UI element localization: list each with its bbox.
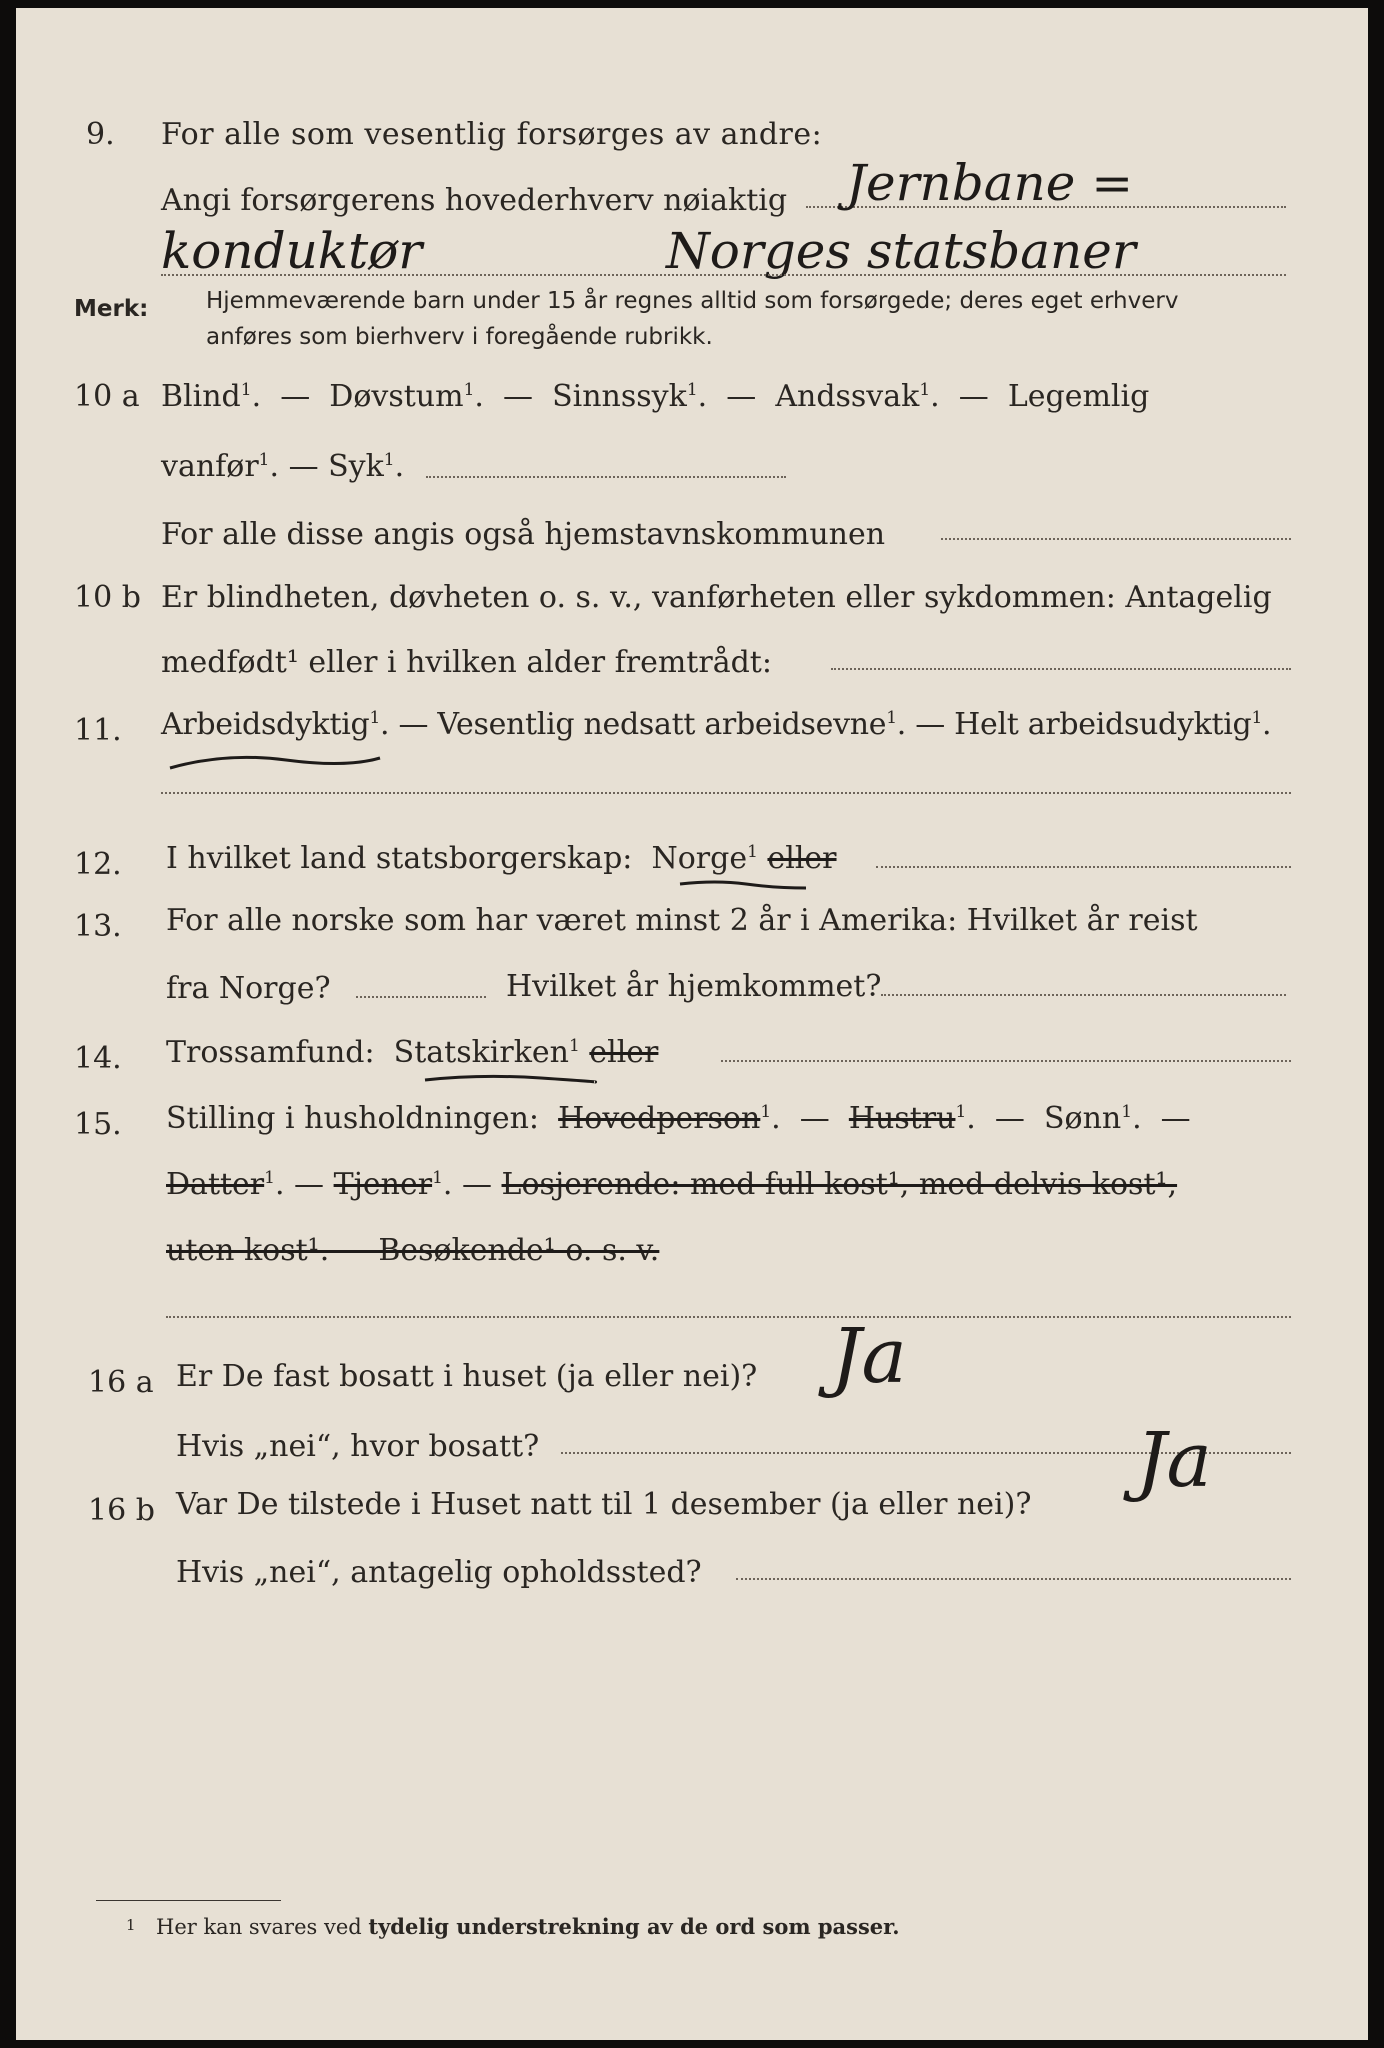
q14-eller-struck: eller bbox=[589, 1035, 659, 1070]
q14-statskirken: Statskirken bbox=[393, 1035, 569, 1070]
q10b-age-line bbox=[831, 668, 1291, 670]
q15-tjener-struck: Tjener bbox=[333, 1167, 433, 1202]
q15-losjerende-struck: Losjerende: med full kost¹, med delvis kost¹, bbox=[501, 1167, 1178, 1202]
q11-number: 11. bbox=[74, 713, 122, 748]
q10a-line3: For alle disse angis også hjemstavnskommunen bbox=[161, 517, 886, 552]
q16b-handwritten-answer: Ja bbox=[1136, 1415, 1212, 1504]
q9-handwritten-occupation-b: konduktør bbox=[161, 222, 423, 280]
q12-norge: Norge bbox=[651, 841, 748, 876]
q13-number: 13. bbox=[74, 909, 122, 944]
q15-line-fill bbox=[166, 1316, 1291, 1318]
q16b-line2: Hvis „nei“, antagelig opholdssted? bbox=[176, 1555, 702, 1590]
q9-line1: For alle som vesentlig forsørges av andre: bbox=[161, 117, 823, 152]
q10a-line2: vanfør$^1$. — Syk$^1$. bbox=[161, 449, 405, 484]
q15-line3-struck: uten kost¹. — Besøkende¹ o. s. v. bbox=[166, 1233, 660, 1268]
q15-question: Stilling i husholdningen: bbox=[166, 1101, 540, 1136]
footnote-rule bbox=[96, 1900, 281, 1901]
q12-line: I hvilket land statsborgerskap: Norge$^1$ eller bbox=[166, 841, 837, 876]
merk-line2: anføres som bierhverv i foregående rubrikk. bbox=[206, 324, 713, 350]
q13-return-line bbox=[881, 994, 1286, 996]
q15-line1: Stilling i husholdningen: Hovedperson$^1$. — Hustru$^1$. — Sønn$^1$. — bbox=[166, 1101, 1191, 1136]
q13-departure-line bbox=[356, 996, 486, 998]
footnote-mark: 1 bbox=[126, 1916, 136, 1934]
q9-answer-line-2 bbox=[161, 274, 1286, 276]
q13-part-a: fra Norge? bbox=[166, 971, 331, 1006]
q10b-number: 10 b bbox=[74, 580, 141, 615]
q10a-dovstum: Døvstum bbox=[329, 379, 464, 414]
q10a-sinnssyk: Sinnssyk bbox=[552, 379, 687, 414]
q12-question: I hvilket land statsborgerskap: bbox=[166, 841, 633, 876]
q16a-number: 16 a bbox=[88, 1365, 154, 1400]
footnote-text bbox=[156, 1916, 900, 1938]
q11-arbeidsdyktig: Arbeidsdyktig bbox=[161, 707, 370, 742]
merk-label: Merk: bbox=[74, 296, 149, 322]
q16a-line2: Hvis „nei“, hvor bosatt? bbox=[176, 1429, 540, 1464]
q13-part-b: Hvilket år hjemkommet? bbox=[506, 969, 882, 1004]
q16b-line1: Var De tilstede i Huset natt til 1 desember (ja eller nei)? bbox=[176, 1487, 1032, 1522]
merk-line1: Hjemmeværende barn under 15 år regnes alltid som forsørgede; deres eget erhverv bbox=[206, 288, 1179, 314]
q12-number: 12. bbox=[74, 847, 122, 882]
q10a-municipality-line bbox=[941, 538, 1291, 540]
q15-number: 15. bbox=[74, 1107, 122, 1142]
q9-handwritten-occupation-a: Jernbane = bbox=[846, 154, 1134, 212]
q16a-handwritten-answer: Ja bbox=[831, 1311, 907, 1400]
q13-line1: For alle norske som har været minst 2 år i Amerika: Hvilket år reist bbox=[166, 903, 1198, 938]
q16b-whereabouts-line bbox=[736, 1578, 1291, 1580]
q9-line2: Angi forsørgerens hovederhverv nøiaktig bbox=[161, 183, 788, 218]
q15-sonn: Sønn bbox=[1043, 1101, 1122, 1136]
q11-line-2 bbox=[161, 792, 1291, 794]
q10a-andssvak: Andssvak bbox=[775, 379, 920, 414]
q10a-legemlig: Legemlig bbox=[1007, 379, 1150, 414]
q10a-number: 10 a bbox=[74, 379, 140, 414]
footnote-text-plain: Her kan svares ved bbox=[156, 1915, 362, 1939]
q11-nedsatt: Vesentlig nedsatt arbeidsevne bbox=[437, 707, 887, 742]
q16a-line1: Er De fast bosatt i huset (ja eller nei)? bbox=[176, 1359, 758, 1394]
q10b-line1: Er blindheten, døvheten o. s. v., vanførheten eller sykdommen: Antagelig bbox=[161, 580, 1272, 615]
q11-udyktig: Helt arbeidsudyktig bbox=[954, 707, 1252, 742]
q14-number: 14. bbox=[74, 1041, 122, 1076]
q10b-line2: medfødt¹ eller i hvilken alder fremtrådt: bbox=[161, 645, 772, 680]
q9-number: 9. bbox=[86, 117, 115, 152]
q10a-syk-line bbox=[426, 476, 786, 478]
q14-line: Trossamfund: Statskirken$^1$ eller bbox=[166, 1035, 659, 1070]
census-form-page bbox=[16, 8, 1368, 2040]
footnote-text-bold: tydelig understrekning av de ord som passer. bbox=[368, 1914, 900, 1939]
q15-datter-struck: Datter bbox=[166, 1167, 265, 1202]
q12-eller-struck: eller bbox=[767, 841, 837, 876]
q14-question: Trossamfund: bbox=[166, 1035, 375, 1070]
q11-line: Arbeidsdyktig$^1$. — Vesentlig nedsatt arbeidsevne$^1$. — Helt arbeidsudyktig$^1$. bbox=[161, 707, 1272, 742]
q10a-line1: Blind$^1$. — Døvstum$^1$. — Sinnssyk$^1$. — Andssvak$^1$. — Legemlig bbox=[161, 379, 1150, 414]
q15-hustru-struck: Hustru bbox=[848, 1101, 956, 1136]
q10a-syk: Syk bbox=[328, 449, 384, 484]
q16b-number: 16 b bbox=[88, 1493, 155, 1528]
q10a-blind: Blind bbox=[161, 379, 241, 414]
q14-line-fill bbox=[721, 1060, 1291, 1062]
q10a-vanfor: vanfør bbox=[161, 449, 259, 484]
q12-line-fill bbox=[876, 866, 1291, 868]
q15-line2: Datter$^1$. — Tjener$^1$. — Losjerende: med full kost¹, med delvis kost¹, bbox=[166, 1167, 1178, 1202]
q11-handwritten-underline bbox=[166, 748, 386, 778]
q14-handwritten-underline bbox=[421, 1070, 601, 1090]
q12-handwritten-underline bbox=[676, 876, 816, 896]
q9-handwritten-employer: Norges statsbaner bbox=[666, 222, 1136, 280]
q15-hovedperson-struck: Hovedperson bbox=[558, 1101, 761, 1136]
